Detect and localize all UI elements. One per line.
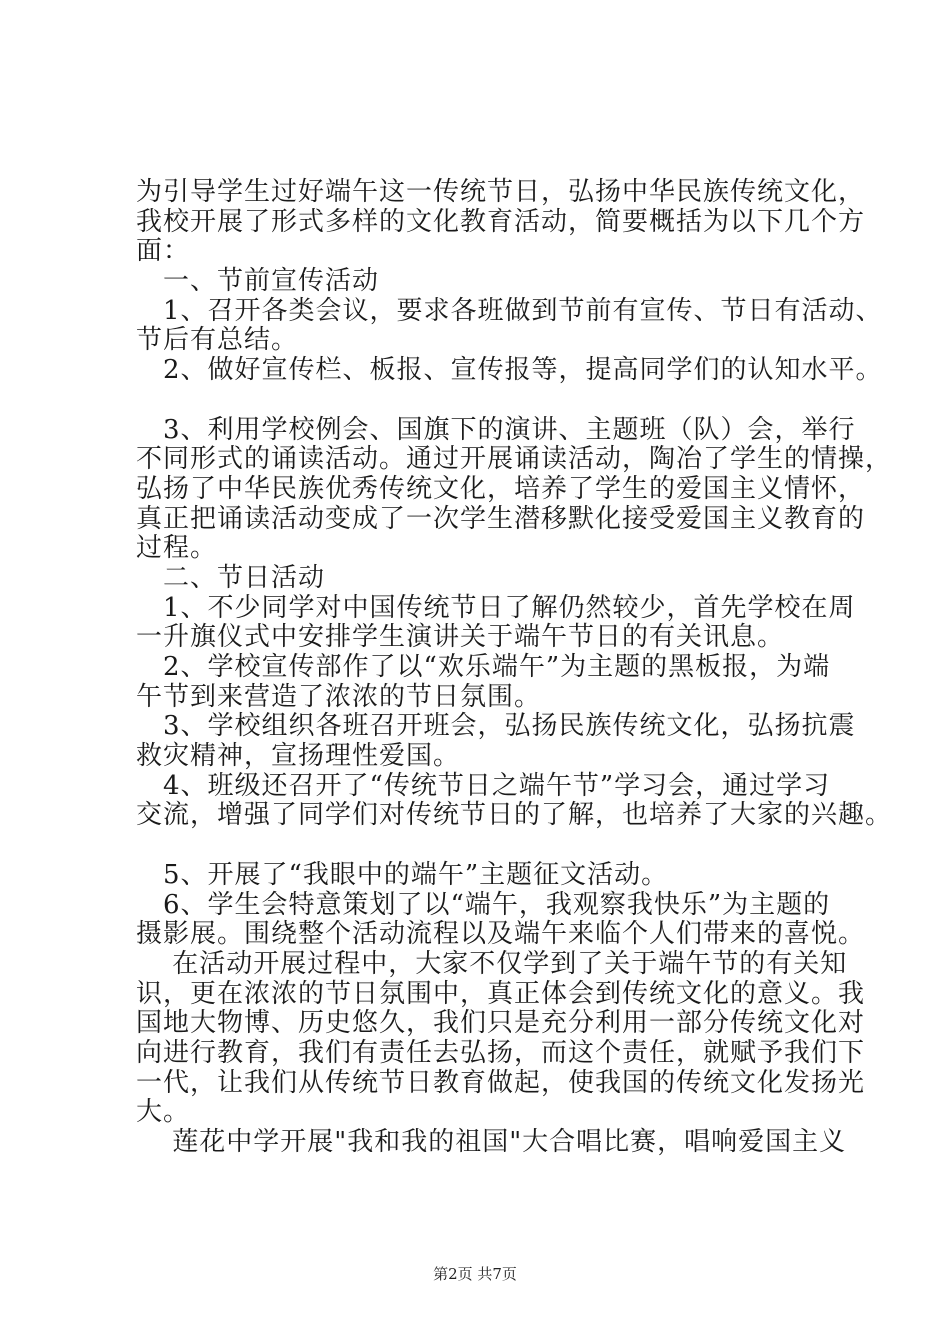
text-line: 摄影展。围绕整个活动流程以及端午来临个人们带来的喜悦。	[136, 919, 866, 950]
document-body	[136, 177, 893, 1158]
text-line: 弘扬了中华民族优秀传统文化，培养了学生的爱国主义情怀，	[136, 473, 866, 504]
text-line: 我校开展了形式多样的文化教育活动，简要概括为以下几个方	[136, 206, 866, 237]
text-line: 为引导学生过好端午这一传统节日，弘扬中华民族传统文化，	[136, 177, 866, 207]
text-line: 过程。	[136, 533, 218, 564]
text-line: 5、开展了“我眼中的端午”主题征文活动。	[136, 859, 669, 890]
text-line: 一、节前宣传活动	[136, 266, 380, 297]
text-line: 1、不少同学对中国传统节日了解仍然较少，首先学校在周	[136, 592, 856, 623]
text-line: 国地大物博、历史悠久，我们只是充分利用一部分传统文化对	[136, 1008, 866, 1039]
page-footer: 第2页 共7页	[433, 1265, 517, 1283]
text-line: 2、做好宣传栏、板报、宣传报等，提高同学们的认知水平。	[136, 355, 883, 386]
text-line: 识，更在浓浓的节日氛围中，真正体会到传统文化的意义。我	[136, 978, 866, 1009]
text-line: 午节到来营造了浓浓的节日氛围。	[136, 681, 542, 712]
blank-line	[136, 386, 836, 416]
text-line: 救灾精神，宣扬理性爱国。	[136, 741, 461, 772]
text-line: 不同形式的诵读活动。通过开展诵读活动，陶冶了学生的情操，	[136, 444, 893, 475]
text-line: 2、学校宣传部作了以“欢乐端午”为主题的黑板报，为端	[136, 652, 831, 682]
text-line: 3、学校组织各班召开班会，弘扬民族传统文化，弘扬抗震	[136, 711, 856, 742]
text-line: 大。	[136, 1097, 191, 1128]
text-line: 节后有总结。	[136, 325, 299, 356]
text-line: 莲花中学开展"我和我的祖国"大合唱比赛，唱响爱国主义	[136, 1127, 847, 1157]
text-line: 二、节日活动	[136, 562, 326, 593]
text-line: 向进行教育，我们有责任去弘扬，而这个责任，就赋予我们下	[136, 1037, 866, 1068]
text-line: 交流，增强了同学们对传统节日的了解，也培养了大家的兴趣。	[136, 800, 893, 831]
text-line: 在活动开展过程中，大家不仅学到了关于端午节的有关知	[136, 948, 848, 979]
text-line: 1、召开各类会议，要求各班做到节前有宣传、节日有活动、	[136, 295, 883, 326]
blank-line	[136, 831, 836, 861]
text-line: 面：	[136, 236, 191, 267]
text-line: 真正把诵读活动变成了一次学生潜移默化接受爱国主义教育的	[136, 503, 866, 534]
text-line: 6、学生会特意策划了以“端午，我观察我快乐”为主题的	[136, 889, 831, 920]
text-line: 3、利用学校例会、国旗下的演讲、主题班（队）会，举行	[136, 414, 856, 445]
text-line: 4、班级还召开了“传统节日之端午节”学习会，通过学习	[136, 770, 831, 801]
text-line: 一代，让我们从传统节日教育做起，使我国的传统文化发扬光	[136, 1067, 866, 1098]
text-line: 一升旗仪式中安排学生演讲关于端午节日的有关讯息。	[136, 622, 785, 653]
